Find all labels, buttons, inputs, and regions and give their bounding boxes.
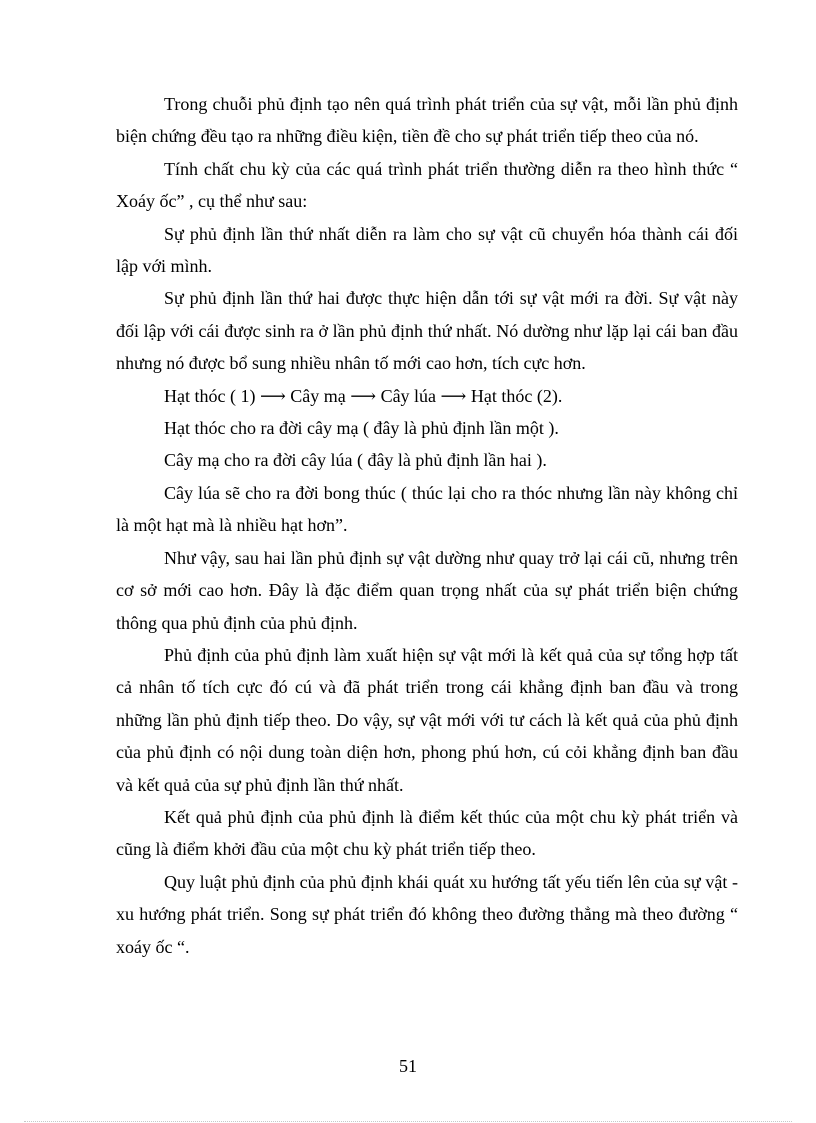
page-bottom-divider	[24, 1121, 792, 1122]
paragraph-10: Phủ định của phủ định làm xuất hiện sự vật mới là kết quả của sự tổng hợp tất cả nhân tố tích cực đó cú và đã phát triển trong cái khẳng định ban đầu và trong những lần phủ định tiếp theo. Do vậy, sự vật mới với tư cách là kết quả của phủ định của phủ định có nội dung toàn diện hơn, phong phú hơn, cú cỏi khẳng định ban đầu và kết quả của sự phủ định lần thứ nhất.	[116, 644, 738, 795]
paragraph-9: Như vậy, sau hai lần phủ định sự vật dường như quay trở lại cái cũ, nhưng trên cơ sở mới cao hơn. Đây là đặc điểm quan trọng nhất của sự phát triển biện chứng thông qua phủ định của phủ định.	[116, 547, 738, 633]
paragraph-11: Kết quả phủ định của phủ định là điểm kết thúc của một chu kỳ phát triển và cũng là điểm khởi đầu của một chu kỳ phát triển tiếp theo.	[116, 806, 738, 860]
paragraph-8: Cây lúa sẽ cho ra đời bong thúc ( thúc lại cho ra thóc nhưng lần này không chỉ là một hạt mà là nhiều hạt hơn”.	[116, 482, 738, 536]
paragraph-7: Cây mạ cho ra đời cây lúa ( đây là phủ định lần hai ).	[164, 450, 547, 471]
paragraph-12: Quy luật phủ định của phủ định khái quát xu hướng tất yếu tiến lên của sự vật - xu hướng phát triển. Song sự phát triển đó không theo đường thẳng mà theo đường “ xoáy ốc “.	[116, 871, 738, 957]
paragraph-4: Sự phủ định lần thứ hai được thực hiện dẫn tới sự vật mới ra đời. Sự vật này đối lập với cái được sinh ra ở lần phủ định thứ nhất. Nó dường như lặp lại cái ban đầu nhưng nó được bổ sung nhiều nhân tố mới cao hơn, tích cực hơn.	[116, 288, 738, 374]
paragraph-3: Sự phủ định lần thứ nhất diễn ra làm cho sự vật cũ chuyển hóa thành cái đối lập với mình.	[116, 223, 738, 277]
page-number: 51	[399, 1056, 417, 1076]
paragraph-2: Tính chất chu kỳ của các quá trình phát triển thường diễn ra theo hình thức “ Xoáy ốc” , cụ thể như sau:	[116, 158, 738, 212]
paragraph-5-sequence: Hạt thóc ( 1) ⟶ Cây mạ ⟶ Cây lúa ⟶ Hạt thóc (2).	[164, 385, 563, 406]
page-body	[116, 88, 738, 963]
paragraph-6: Hạt thóc cho ra đời cây mạ ( đây là phủ định lần một ).	[164, 418, 559, 439]
paragraph-1: Trong chuỗi phủ định tạo nên quá trình phát triển của sự vật, mỗi lần phủ định biện chứng đều tạo ra những điều kiện, tiền đề cho sự phát triển tiếp theo của nó.	[116, 94, 738, 147]
